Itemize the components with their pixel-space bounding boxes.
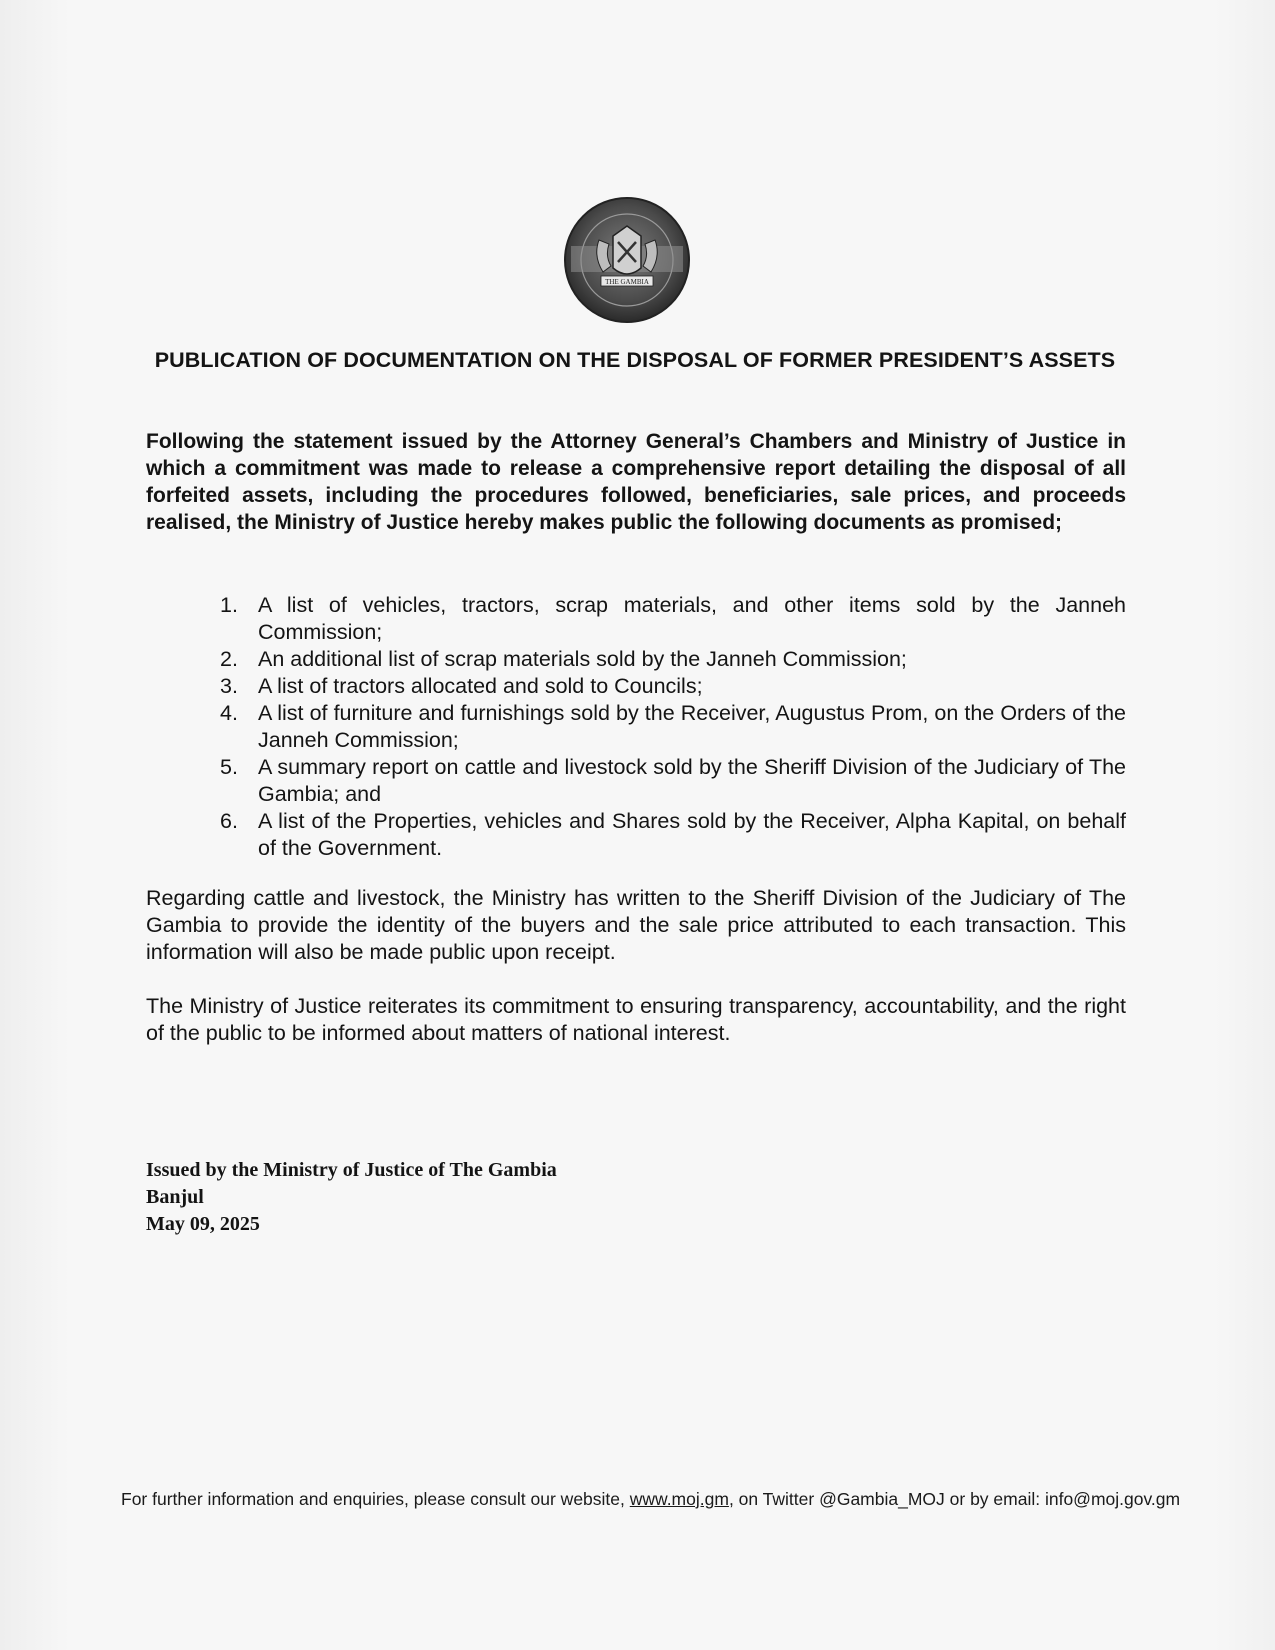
livestock-paragraph: Regarding cattle and livestock, the Ministry has written to the Sheriff Division of the Judiciary of The Gambia to provide the identity of the buyers and the sale price attributed to each transaction. This information will also be made public upon receipt. <box>146 886 1126 964</box>
list-item-text: A list of the Properties, vehicles and Shares sold by the Receiver, Alpha Kapital, on behalf of the Government. <box>258 809 1126 860</box>
website-link[interactable]: www.moj.gm <box>629 1489 729 1509</box>
scan-edge-right <box>1215 0 1275 1650</box>
footer-prefix: For further information and enquiries, please consult our website, <box>121 1489 630 1509</box>
list-item <box>220 646 1126 673</box>
list-item-number: 6. <box>220 809 238 833</box>
svg-text:THE GAMBIA: THE GAMBIA <box>605 278 649 286</box>
list-item <box>220 673 1126 700</box>
ministry-seal-icon <box>563 196 691 324</box>
list-item-number: 4. <box>220 701 238 725</box>
list-item-text: An additional list of scrap materials sold by the Janneh Commission; <box>258 647 907 671</box>
list-item-number: 1. <box>220 593 238 617</box>
list-item-number: 2. <box>220 647 238 671</box>
footer-middle: , on Twitter @Gambia_MOJ or by email: <box>728 1489 1045 1509</box>
documents-list <box>220 592 1126 862</box>
signature-issuer: Issued by the Ministry of Justice of The Gambia <box>146 1159 557 1181</box>
list-item <box>220 592 1126 646</box>
list-item-number: 3. <box>220 674 238 698</box>
list-item-text: A list of vehicles, tractors, scrap materials, and other items sold by the Janneh Commission; <box>258 593 1126 644</box>
list-item <box>220 700 1126 754</box>
page-title: PUBLICATION OF DOCUMENTATION ON THE DISPOSAL OF FORMER PRESIDENT’S ASSETS <box>154 348 1116 372</box>
intro-paragraph: Following the statement issued by the Attorney General’s Chambers and Ministry of Justice in which a commitment was made to release a comprehensive report detailing the disposal of all forfeited assets, including the procedures followed, beneficiaries, sale prices, and proceeds realised, the Ministry of Justice hereby makes public the following documents as promised; <box>146 430 1126 534</box>
contact-footer <box>121 1486 1181 1512</box>
list-item-text: A list of furniture and furnishings sold by the Receiver, Augustus Prom, on the Orders of the Janneh Commission; <box>258 701 1126 752</box>
signature-block <box>146 1157 557 1238</box>
signature-location: Banjul <box>146 1186 204 1208</box>
scan-edge-left <box>0 0 70 1650</box>
list-item-number: 5. <box>220 755 238 779</box>
email-address[interactable]: info@moj.gov.gm <box>1044 1489 1181 1509</box>
list-item-text: A summary report on cattle and livestock sold by the Sheriff Division of the Judiciary of The Gambia; and <box>258 755 1126 806</box>
list-item <box>220 808 1126 862</box>
signature-date: May 09, 2025 <box>146 1213 260 1235</box>
list-item-text: A list of tractors allocated and sold to Councils; <box>258 674 703 698</box>
list-item <box>220 754 1126 808</box>
commitment-paragraph: The Ministry of Justice reiterates its commitment to ensuring transparency, accountability, and the right of the public to be informed about matters of national interest. <box>146 994 1126 1045</box>
